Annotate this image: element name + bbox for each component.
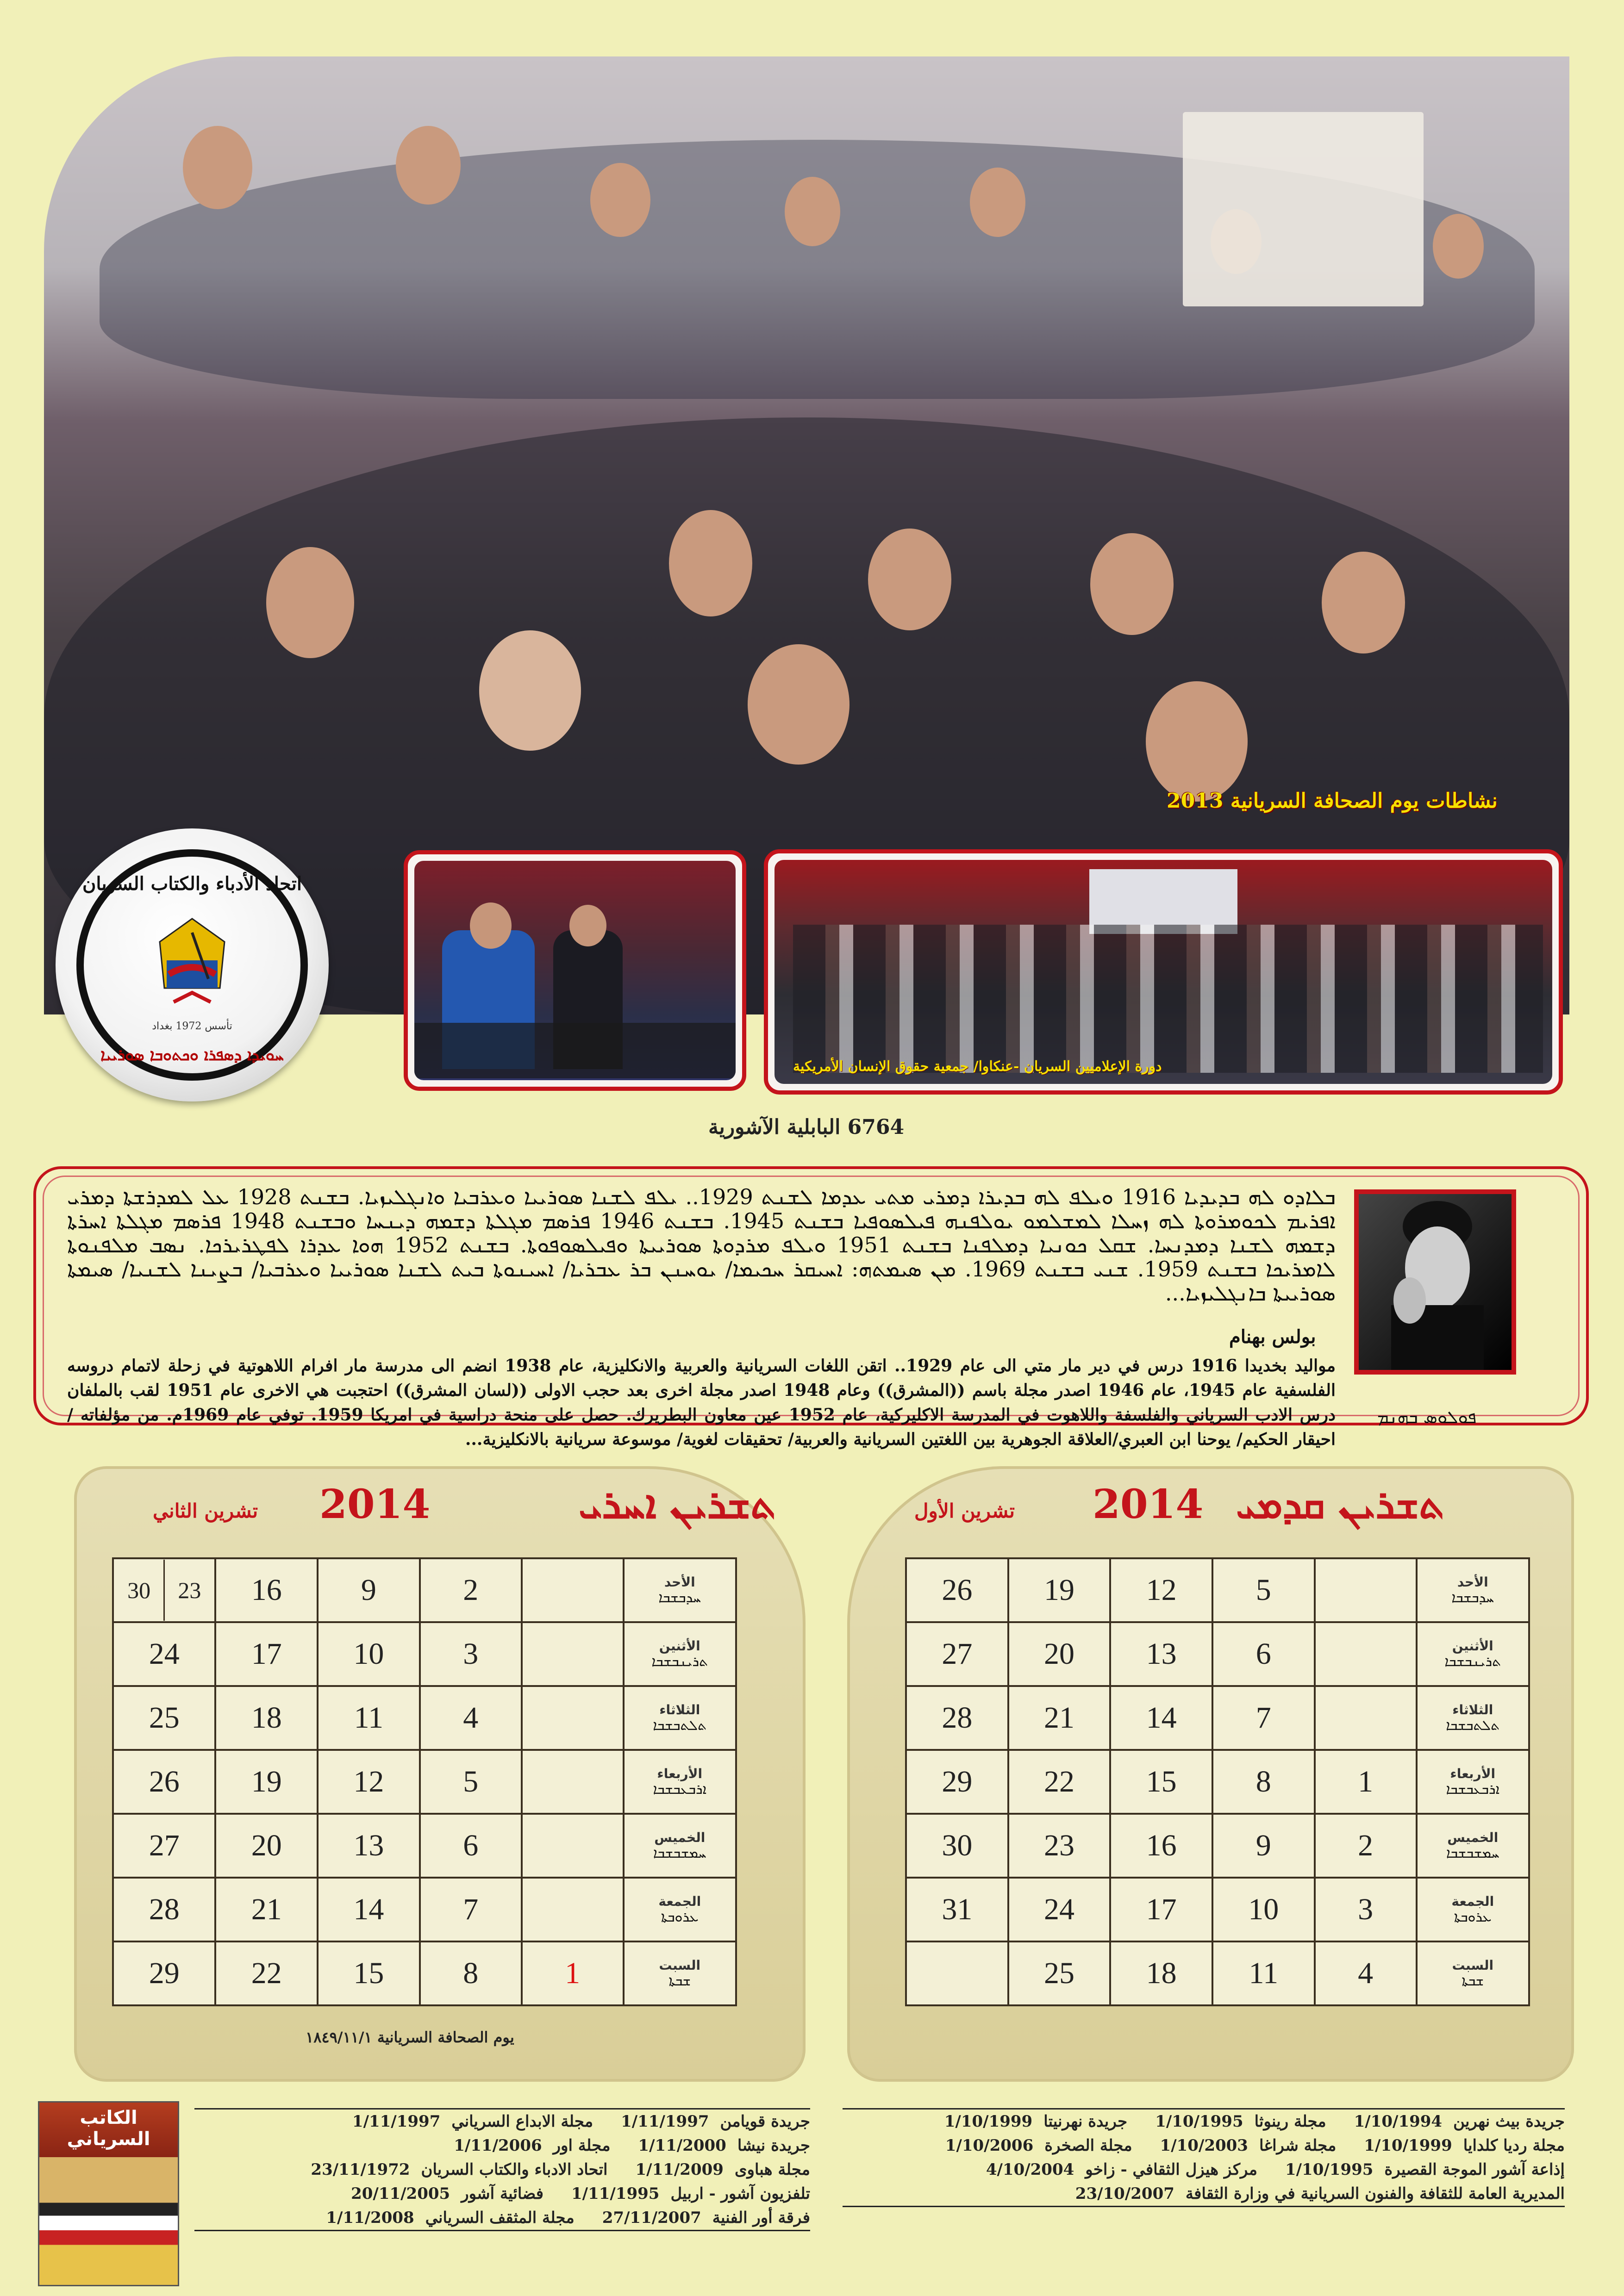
- calendar-date: 17: [1110, 1878, 1212, 1941]
- publication-name: إذاعة آشور الموجة القصيرة: [1384, 2160, 1565, 2179]
- weekday-arabic: السبت: [659, 1958, 701, 1973]
- calendar-date: 29: [113, 1941, 215, 2005]
- weekday-syriac: ܫܒܬܐ: [668, 1973, 691, 1989]
- publication-date: 1/11/1997: [621, 2112, 709, 2131]
- publication-date: 4/10/2004: [986, 2160, 1074, 2179]
- calendar-date: 7: [1212, 1686, 1315, 1750]
- calendar-date: [1315, 1558, 1417, 1622]
- weekday-arabic: الأثنين: [1452, 1638, 1493, 1654]
- weekday-label: [624, 1622, 736, 1686]
- weekday-syriac: ܐܪܒܥܒܫܒܐ: [653, 1781, 707, 1798]
- calendar-date: 9: [318, 1558, 420, 1622]
- publication-name: مجلة رينوثا: [1254, 2112, 1326, 2131]
- calendar-week-row: [113, 1750, 736, 1814]
- weekday-syriac: ܥܪܘܒܬܐ: [1454, 1909, 1492, 1925]
- calendar-date: [522, 1814, 624, 1878]
- weekday-arabic: الأحد: [664, 1574, 695, 1590]
- publication-name: مجلة اور: [553, 2136, 611, 2155]
- weekday-syriac: ܬܠܬܒܫܒܐ: [1446, 1717, 1500, 1734]
- weekday-label: [624, 1750, 736, 1814]
- calendar-date: 1: [522, 1941, 624, 2005]
- calendar-date: 11: [318, 1686, 420, 1750]
- calendar-date: [1315, 1622, 1417, 1686]
- nov-syriac-title: ܬܫܪܝܢ ܐܚܪܝ: [579, 1481, 776, 1528]
- calendar-week-row: [113, 1622, 736, 1686]
- biography-name: بولس بهنام: [1229, 1326, 1316, 1348]
- calendar-date: 12: [318, 1750, 420, 1814]
- book-pen-emblem-icon: [146, 914, 238, 1011]
- portrait-caption: ܦܘܠܘܣ ܒܗܢܡ: [1377, 1407, 1477, 1427]
- calendar-date: 1: [1315, 1750, 1417, 1814]
- calendar-date: 14: [318, 1878, 420, 1941]
- calendar-date: 28: [113, 1878, 215, 1941]
- weekday-arabic: السبت: [1452, 1958, 1494, 1973]
- calendar-date: 18: [215, 1686, 318, 1750]
- publication-row: [843, 2134, 1565, 2158]
- publication-date: 1/11/1995: [571, 2184, 660, 2203]
- calendar-date: 3: [420, 1622, 522, 1686]
- calendar-date: 17: [215, 1622, 318, 1686]
- calendar-date: 23: [1008, 1814, 1111, 1878]
- logo-year-text: تأسس 1972 بغداد: [152, 1020, 232, 1032]
- calendar-week-row: [906, 1878, 1529, 1941]
- weekday-label: [624, 1814, 736, 1878]
- calendar-date: 4: [420, 1686, 522, 1750]
- oct-year: 2014: [1093, 1481, 1204, 1528]
- publication-name: المديرية العامة للثقافة والفنون السريانية في وزارة الثقافة: [1185, 2184, 1565, 2203]
- calendar-date: 10: [1212, 1878, 1315, 1941]
- babylonian-year: 6764 البابلية الآشورية: [708, 1115, 905, 1139]
- calendar-date: 31: [906, 1878, 1008, 1941]
- calendar-date: 21: [215, 1878, 318, 1941]
- calendar-date: 4: [1315, 1941, 1417, 2005]
- publication-name: جريدة نهرنيتا: [1043, 2112, 1128, 2131]
- publication-name: مجلة المثقف السرياني: [425, 2209, 575, 2227]
- weekday-label: [624, 1686, 736, 1750]
- weekday-label: [624, 1878, 736, 1941]
- calendar-date: 5: [1212, 1558, 1315, 1622]
- publication-name: مجلة الابداع السرياني: [451, 2112, 593, 2131]
- weekday-label: [1417, 1941, 1529, 2005]
- publication-date: 1/10/1999: [944, 2112, 1033, 2131]
- weekday-label: [1417, 1750, 1529, 1814]
- publication-name: جريدة نيشا: [737, 2136, 810, 2155]
- calendar-week-row: [113, 1686, 736, 1750]
- divider: [843, 2206, 1565, 2207]
- publication-row: [194, 2182, 810, 2206]
- publication-row: [194, 2108, 810, 2134]
- calendar-date: 22: [1008, 1750, 1111, 1814]
- publication-row: [843, 2182, 1565, 2206]
- hero-caption: نشاطات يوم الصحافة السريانية 2013: [1167, 789, 1498, 813]
- calendar-date: 19: [1008, 1558, 1111, 1622]
- weekday-arabic: الخميس: [1447, 1830, 1499, 1845]
- publication-date: 20/11/2005: [351, 2184, 450, 2203]
- weekday-arabic: الثلاثاء: [1452, 1702, 1493, 1717]
- syriac-press-day: يوم الصحافة السريانية ١٨٤٩/١١/١: [306, 2028, 514, 2046]
- priest-portrait-icon: [1359, 1194, 1512, 1370]
- publication-date: 1/10/1995: [1285, 2160, 1374, 2179]
- calendar-date: [522, 1686, 624, 1750]
- calendar-date: 25: [1008, 1941, 1111, 2005]
- calendar-date: 28: [906, 1686, 1008, 1750]
- calendar-week-row: [113, 1878, 736, 1941]
- calendar-date: 2: [1315, 1814, 1417, 1878]
- calendar-date: 13: [318, 1814, 420, 1878]
- calendar-week-row: [906, 1622, 1529, 1686]
- syriac-biography: ܒܠܐܕܘ ܠܗ ܒܕܝܕܝܐ 1916 ܘܝܠܦ ܠܗ ܒܕܝܪܐ ܕܡܪܝ ܡܬܝ ܥܕܡܐ ܠܫܢܬ 1929.. ܝܠܦ ܠܫܢܐ ܣܘܪܝܝܐ ܘܥܪܒܝܐ ܘܐܢܓܠܝܙܝܐ. ܒܫܢܬ 1928 ܥܠ ܠܡܕܪܫܬܐ ܕܡܪܝ ܐܦܪܝܡ ܠܟܘܡܪܘܬܐ ܠܗ ܙܚܠܐ ܠܡܫܠܡܘ ܝܘܠܦܢܗ ܦܝܠܣܘܦܝܐ ܒܫܢܬ 1945. ܒܫܢܬ 1946 ܦܪܣܡ ܡܓܠܬܐ ܕܫܡܗ ܕܝܢܚܐ ܘܒܫܢܬ 1948 ܦܪܣܡ ܡܓܠܬܐ ܐܚܪܬܐ ܕܫܡܗ ܠܫܢܐ ܕܡܕܢܚܐ. ܫܩܠ ܟܘܢܝܐ ܕܡܠܦܢܐ ܒܫܢܬ 1951 ܘܝܠܦ ܡܪܕܘܬܐ ܣܘܪܝܝܬܐ ܘܦܝܠܣܘܦܘܬܐ. ܒܫܢܬ 1952 ܗܘܐ ܥܕܪܐ ܠܦܛܪܝܪܟܐ. ܢܣܒ ܡܠܦܢܘܬܐ ܠܐܡܪܝܟܐ ܒܫܢܬ 1959. ܫܢܝ ܒܫܢܬ 1969. ܡܢ ܣܝܡܬܗ: ܐܚܝܩܪ ܚܟܝܡܐ/ ܝܘܚܢܢ ܒܪ ܥܒܪܝܐ/ ܐܚܝܢܘܬܐ ܒܝܬ ܠܫܢܐ ܣܘܪܝܝܐ ܘܥܪܒܝܐ/ ܒܨܝܢܐ ܠܫܢܝܐ/ ܣܝܡܬܐ ܣܘܪܝܝܬܐ ܒܐܢܓܠܝܙܝܐ...: [67, 1184, 1336, 1306]
- calendar-date: 29: [906, 1750, 1008, 1814]
- calendar-october-grid: [905, 1557, 1530, 2006]
- publication-date: 1/10/1995: [1155, 2112, 1243, 2131]
- calendar-date: 7: [420, 1878, 522, 1941]
- photo-panel-discussion: [404, 850, 746, 1091]
- weekday-syriac: ܚܡܫܒܫܒܐ: [653, 1845, 706, 1861]
- calendar-date: 30: [906, 1814, 1008, 1878]
- publication-name: مجلة شراغا: [1259, 2136, 1337, 2155]
- f2-caption: دورة الإعلاميين السريان -عنكاوا/ جمعية حقوق الإنسان الأمريكية: [793, 1058, 1162, 1075]
- calendar-date: [522, 1750, 624, 1814]
- magazine-title: الكاتب السرياني: [67, 2107, 150, 2150]
- calendar-week-row: [113, 1814, 736, 1878]
- arabic-biography: مواليد بخديدا 1916 درس في دير مار متي الى عام 1929.. اتقن اللغات السريانية والعربية والانكليزية، عام 1938 انضم الى مدرسة مار افرام اللاهوتية في زحلة لاتمام دروسه الفلسفية عام 1945، عام 1946 اصدر مجلة باسم ((المشرق)) وعام 1948 اصدر مجلة اخرى بعد حجب الاولى ((لسان المشرق)) احتجبت هي الاخرى عام 1951 لقب بالملفان درس الادب السرياني والفلسفة واللاهوت في المدرسة الاكليركية، عام 1952 عين معاون البطريرك. حصل على منحة دراسية في امريكا 1959. توفي عام 1969م. من مؤلفاته /احيقار الحكيم/ يوحنا ابن العبري/العلاقة الجوهرية بين اللغتين السريانية والعربية/ تحقيقات لغوية/ موسوعة سريانية بالانكليزية...: [67, 1356, 1336, 1449]
- calendar-date: [522, 1558, 624, 1622]
- calendar-date: 23: [163, 1560, 214, 1621]
- calendar-date: 8: [420, 1941, 522, 2005]
- calendar-date: 16: [215, 1558, 318, 1622]
- calendar-date: 16: [1110, 1814, 1212, 1878]
- weekday-label: [1417, 1686, 1529, 1750]
- weekday-arabic: الثلاثاء: [659, 1702, 700, 1717]
- calendar-week-row: [906, 1814, 1529, 1878]
- weekday-label: [1417, 1558, 1529, 1622]
- calendar-date: [522, 1622, 624, 1686]
- portrait-photo: [1354, 1189, 1516, 1375]
- calendar-date: [906, 1941, 1008, 2005]
- calendar-week-row: [906, 1686, 1529, 1750]
- calendar-date: 13: [1110, 1622, 1212, 1686]
- publication-name: اتحاد الادباء والكتاب السريان: [421, 2160, 608, 2179]
- publication-row: [194, 2206, 810, 2230]
- publication-date: 1/10/2006: [945, 2136, 1034, 2155]
- publication-name: تلفزيون آشور - اربيل: [670, 2184, 810, 2203]
- publication-date: 1/10/1994: [1354, 2112, 1443, 2131]
- calendar-date: 6: [1212, 1622, 1315, 1686]
- calendar-date: 3: [1315, 1878, 1417, 1941]
- calendar-date: 12: [1110, 1558, 1212, 1622]
- calendar-date: 2: [420, 1558, 522, 1622]
- oct-arabic-title: تشرين الأول: [914, 1500, 1015, 1522]
- calendar-date-cell-split: [113, 1558, 215, 1622]
- divider: [194, 2230, 810, 2231]
- publication-name: مجلة الصخرة: [1044, 2136, 1132, 2155]
- publication-date: 1/11/2006: [454, 2136, 542, 2155]
- calendar-november-grid: [112, 1557, 737, 2006]
- publication-name: مجلة رديا كلدايا: [1463, 2136, 1565, 2155]
- calendar-week-row: [113, 1941, 736, 2005]
- publication-date: 27/11/2007: [602, 2209, 701, 2227]
- calendar-date: 20: [215, 1814, 318, 1878]
- calendar-date: 11: [1212, 1941, 1315, 2005]
- calendar-date: 24: [1008, 1878, 1111, 1941]
- logo-bottom-text: ܚܘܝܕܐ ܕܣܦܪܐ ܘܟܬܘܒܐ ܣܘܪܝܝܐ: [100, 1046, 284, 1064]
- publication-name: فضائية آشور: [461, 2184, 543, 2203]
- calendar-date: 6: [420, 1814, 522, 1878]
- weekday-syriac: ܚܕܒܫܒܐ: [1451, 1590, 1494, 1606]
- calendar-date: 20: [1008, 1622, 1111, 1686]
- calendar-date: [522, 1878, 624, 1941]
- weekday-arabic: الأربعاء: [657, 1766, 703, 1781]
- calendar-date: [1315, 1686, 1417, 1750]
- publication-name: جريدة قويامن: [720, 2112, 810, 2131]
- calendar-date: 5: [420, 1750, 522, 1814]
- calendar-date: 15: [1110, 1750, 1212, 1814]
- calendar-week-row: [113, 1558, 736, 1622]
- publication-date: 23/11/1972: [311, 2160, 410, 2179]
- calendar-date: 8: [1212, 1750, 1315, 1814]
- publication-row: [194, 2158, 810, 2182]
- calendar-date: 15: [318, 1941, 420, 2005]
- calendar-date: 24: [113, 1622, 215, 1686]
- calendar-date: 26: [906, 1558, 1008, 1622]
- calendar-date: 19: [215, 1750, 318, 1814]
- publication-date: 1/10/2003: [1160, 2136, 1248, 2155]
- weekday-arabic: الخميس: [654, 1830, 706, 1845]
- calendar-date: 9: [1212, 1814, 1315, 1878]
- nov-arabic-title: تشرين الثاني: [153, 1500, 258, 1522]
- weekday-syriac: ܚܡܫܒܫܒܐ: [1446, 1845, 1499, 1861]
- weekday-arabic: الأثنين: [659, 1638, 700, 1654]
- calendar-date: 30: [127, 1577, 151, 1603]
- weekday-label: [1417, 1878, 1529, 1941]
- calendar-date: 26: [113, 1750, 215, 1814]
- calendar-date: 25: [113, 1686, 215, 1750]
- publication-name: مجلة هباوى: [734, 2160, 810, 2179]
- calendar-date: 10: [318, 1622, 420, 1686]
- november-publications-list: [194, 2108, 810, 2231]
- magazine-cover: [38, 2101, 179, 2286]
- calendar-date: 21: [1008, 1686, 1111, 1750]
- weekday-syriac: ܬܠܬܒܫܒܐ: [653, 1717, 707, 1734]
- weekday-syriac: ܫܒܬܐ: [1462, 1973, 1484, 1989]
- weekday-syriac: ܬܪܝܢܒܫܒܐ: [1444, 1654, 1501, 1670]
- nov-year: 2014: [319, 1481, 431, 1528]
- weekday-label: [1417, 1814, 1529, 1878]
- photo-course-graduates: [764, 849, 1563, 1095]
- october-publications-list: [843, 2108, 1565, 2207]
- publication-date: 1/11/2008: [326, 2209, 414, 2227]
- publication-row: [194, 2134, 810, 2158]
- publication-date: 23/10/2007: [1075, 2184, 1174, 2203]
- weekday-syriac: ܚܕܒܫܒܐ: [658, 1590, 701, 1606]
- weekday-label: [624, 1941, 736, 2005]
- weekday-arabic: الجمعة: [1451, 1894, 1494, 1909]
- weekday-arabic: الجمعة: [658, 1894, 701, 1909]
- weekday-syriac: ܥܪܘܒܬܐ: [661, 1909, 699, 1925]
- calendar-date: 14: [1110, 1686, 1212, 1750]
- weekday-syriac: ܬܪܝܢܒܫܒܐ: [651, 1654, 708, 1670]
- weekday-arabic: الأحد: [1457, 1574, 1488, 1590]
- calendar-week-row: [906, 1750, 1529, 1814]
- publication-date: 1/11/1997: [352, 2112, 441, 2131]
- publication-date: 1/11/2009: [635, 2160, 724, 2179]
- publication-name: جريدة بيث نهرين: [1453, 2112, 1565, 2131]
- calendar-date: 22: [215, 1941, 318, 2005]
- weekday-label: [1417, 1622, 1529, 1686]
- publication-row: [843, 2158, 1565, 2182]
- calendar-date: 27: [906, 1622, 1008, 1686]
- weekday-arabic: الأربعاء: [1450, 1766, 1496, 1781]
- publication-name: مركز هيزل الثقافي - زاخو: [1085, 2160, 1257, 2179]
- weekday-syriac: ܐܪܒܥܒܫܒܐ: [1446, 1781, 1500, 1798]
- calendar-week-row: [906, 1558, 1529, 1622]
- publication-name: فرقة أور الفنية: [712, 2209, 810, 2227]
- publication-date: 1/10/1999: [1364, 2136, 1452, 2155]
- calendar-date: 27: [113, 1814, 215, 1878]
- oct-syriac-title: ܬܫܪܝܢ ܩܕܡܝ: [1236, 1481, 1445, 1528]
- logo-top-text: اتحاد الأدباء والكتاب السريان: [82, 873, 302, 895]
- publication-date: 1/11/2000: [638, 2136, 726, 2155]
- publication-row: [843, 2108, 1565, 2134]
- union-logo: [56, 828, 329, 1101]
- calendar-week-row: [906, 1941, 1529, 2005]
- calendar-date: 18: [1110, 1941, 1212, 2005]
- weekday-label: [624, 1558, 736, 1622]
